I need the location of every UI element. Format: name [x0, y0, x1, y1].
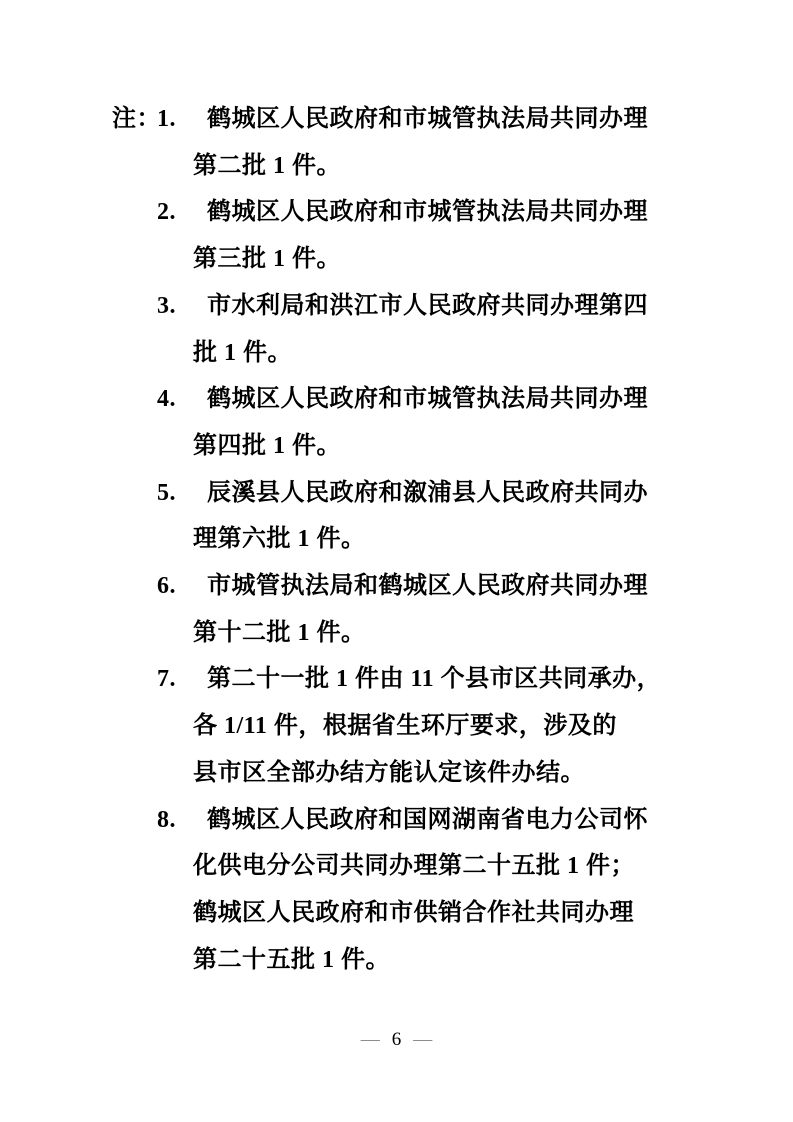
note-line: 第三批 1 件。: [193, 246, 341, 273]
note-line: 第十二批 1 件。: [193, 619, 366, 646]
note-number: 4.: [157, 386, 176, 413]
page-footer: [0, 1028, 793, 1052]
note-item: [157, 283, 692, 376]
note-line: 辰溪县人民政府和溆浦县人民政府共同办: [207, 479, 648, 506]
note-line: 鹤城区人民政府和市城管执法局共同办理: [207, 106, 648, 132]
notes-section: [112, 96, 692, 983]
note-line: 县市区全部办结方能认定该件办结。: [193, 759, 585, 786]
note-item: [157, 376, 692, 469]
page-number: 6: [391, 1029, 402, 1050]
notes-label: 注：: [112, 106, 161, 132]
note-number: 8.: [157, 806, 176, 833]
note-item: [157, 96, 692, 189]
note-item: [157, 656, 692, 796]
note-line: 第四批 1 件。: [193, 432, 341, 459]
note-item: [157, 189, 692, 282]
footer-dash-left: —: [360, 1029, 380, 1050]
note-item: [157, 563, 692, 656]
note-line: 鹤城区人民政府和国网湖南省电力公司怀: [207, 806, 648, 833]
note-line: 市城管执法局和鹤城区人民政府共同办理: [207, 573, 648, 600]
note-line: 理第六批 1 件。: [193, 526, 366, 553]
note-line: 鹤城区人民政府和市城管执法局共同办理: [207, 199, 648, 226]
note-line: 鹤城区人民政府和市城管执法局共同办理: [207, 386, 648, 413]
note-line: 鹤城区人民政府和市供销合作社共同办理: [193, 899, 634, 926]
note-line: 批 1 件。: [193, 339, 292, 366]
note-line: 第二十五批 1 件。: [193, 946, 390, 973]
note-number: 7.: [157, 666, 176, 693]
note-number: 6.: [157, 573, 176, 600]
notes-list: [157, 96, 692, 983]
note-number: 1.: [157, 106, 176, 132]
note-number: 5.: [157, 479, 176, 506]
footer-dash-right: —: [413, 1029, 433, 1050]
note-line: 化供电分公司共同办理第二十五批 1 件；: [193, 853, 635, 880]
note-item: [157, 797, 692, 984]
note-number: 2.: [157, 199, 176, 226]
note-line: 市水利局和洪江市人民政府共同办理第四: [207, 292, 648, 319]
note-item: [157, 470, 692, 563]
note-line: 各 1/11 件，根据省生环厅要求，涉及的: [193, 713, 617, 740]
note-line: 第二十一批 1 件由 11 个县市区共同承办，: [207, 666, 662, 693]
note-line: 第二批 1 件。: [193, 152, 341, 179]
note-number: 3.: [157, 292, 176, 319]
